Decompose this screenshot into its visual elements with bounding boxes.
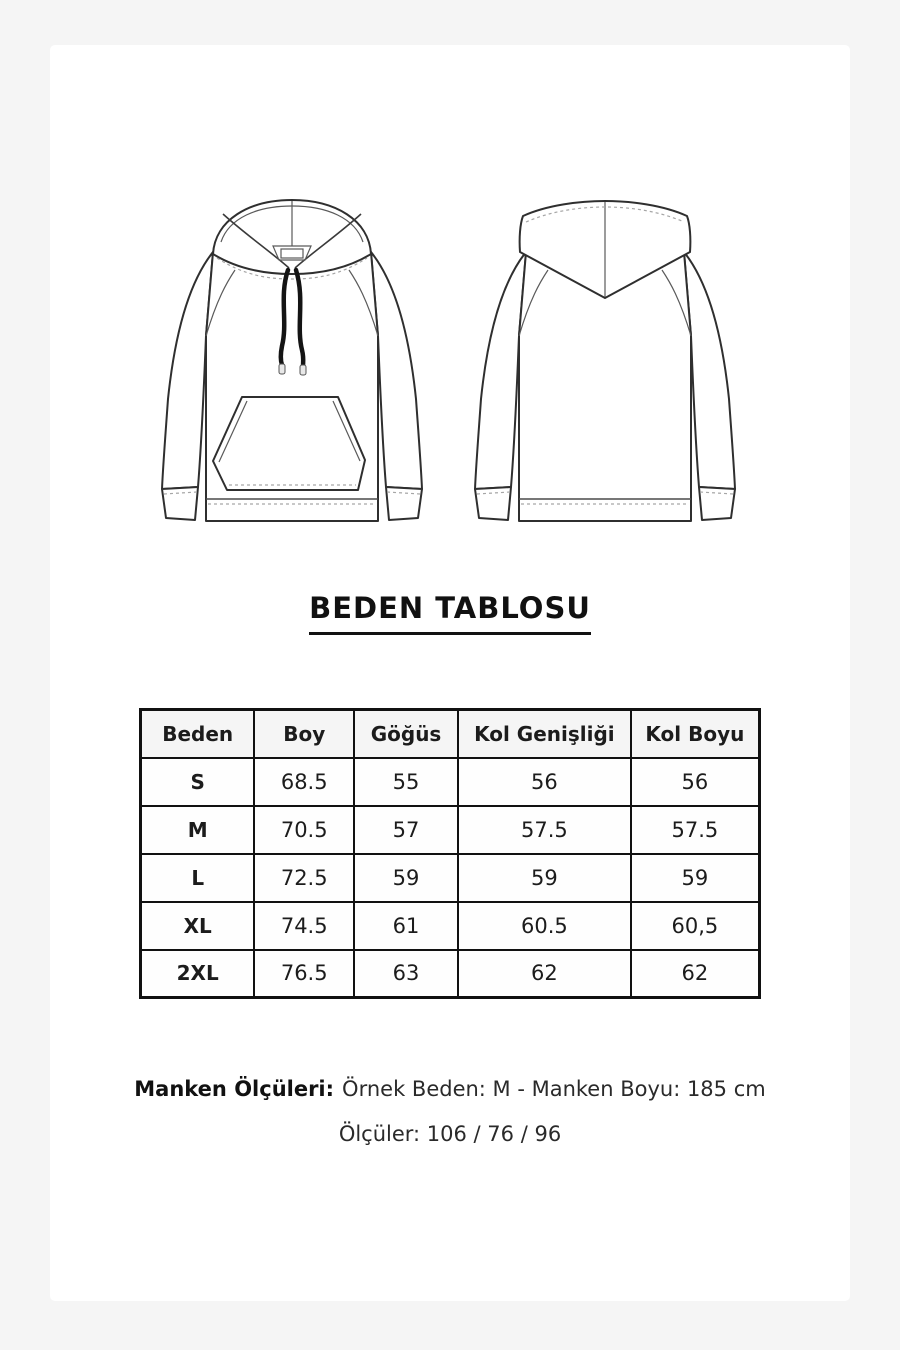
- size-table: [139, 708, 761, 999]
- table-header-row: [141, 710, 760, 758]
- table-row: [141, 950, 760, 998]
- header-beden: Beden: [141, 710, 255, 758]
- measurement-cell: 62: [458, 950, 631, 998]
- measurement-cell: 70.5: [254, 806, 354, 854]
- measurement-cell: 59: [631, 854, 760, 902]
- header-kol-genisligi: Kol Genişliği: [458, 710, 631, 758]
- size-cell: 2XL: [141, 950, 255, 998]
- front-cuff-left: [162, 487, 198, 520]
- measurement-cell: 68.5: [254, 758, 354, 806]
- table-row: [141, 902, 760, 950]
- table-row: [141, 758, 760, 806]
- measurement-cell: 55: [354, 758, 458, 806]
- measurement-cell: 60,5: [631, 902, 760, 950]
- measurement-cell: 63: [354, 950, 458, 998]
- size-cell: L: [141, 854, 255, 902]
- table-row: [141, 806, 760, 854]
- model-info-line1: [50, 1067, 850, 1112]
- size-cell: S: [141, 758, 255, 806]
- measurement-cell: 57.5: [458, 806, 631, 854]
- measurement-cell: 57.5: [631, 806, 760, 854]
- model-info: [50, 1067, 850, 1157]
- size-cell: M: [141, 806, 255, 854]
- hoodie-back-drawing: [465, 194, 745, 534]
- measurement-cell: 62: [631, 950, 760, 998]
- header-boy: Boy: [254, 710, 354, 758]
- model-info-line2: [50, 1112, 850, 1157]
- back-cuff-right: [699, 487, 735, 520]
- header-kol-boyu: Kol Boyu: [631, 710, 760, 758]
- hoodie-front-drawing: [155, 194, 435, 534]
- front-cuff-right: [386, 487, 422, 520]
- measurement-cell: 72.5: [254, 854, 354, 902]
- measurement-cell: 56: [458, 758, 631, 806]
- page-title: BEDEN TABLOSU: [309, 591, 591, 635]
- header-gogus: Göğüs: [354, 710, 458, 758]
- measurement-cell: 57: [354, 806, 458, 854]
- model-measurements-text: Ölçüler: 106 / 76 / 96: [338, 1122, 562, 1146]
- size-chart-card: [50, 45, 850, 1301]
- size-cell: XL: [141, 902, 255, 950]
- measurement-cell: 59: [458, 854, 631, 902]
- measurement-cell: 60.5: [458, 902, 631, 950]
- measurement-cell: 56: [631, 758, 760, 806]
- model-info-label: Manken Ölçüleri:: [134, 1077, 335, 1101]
- measurement-cell: 76.5: [254, 950, 354, 998]
- measurement-cell: 61: [354, 902, 458, 950]
- measurement-cell: 59: [354, 854, 458, 902]
- model-sample-text: Örnek Beden: M - Manken Boyu: 185 cm: [342, 1077, 766, 1101]
- kangaroo-pocket: [213, 397, 365, 490]
- back-cuff-left: [475, 487, 511, 520]
- table-row: [141, 854, 760, 902]
- hoodie-drawings: [50, 194, 850, 534]
- measurement-cell: 74.5: [254, 902, 354, 950]
